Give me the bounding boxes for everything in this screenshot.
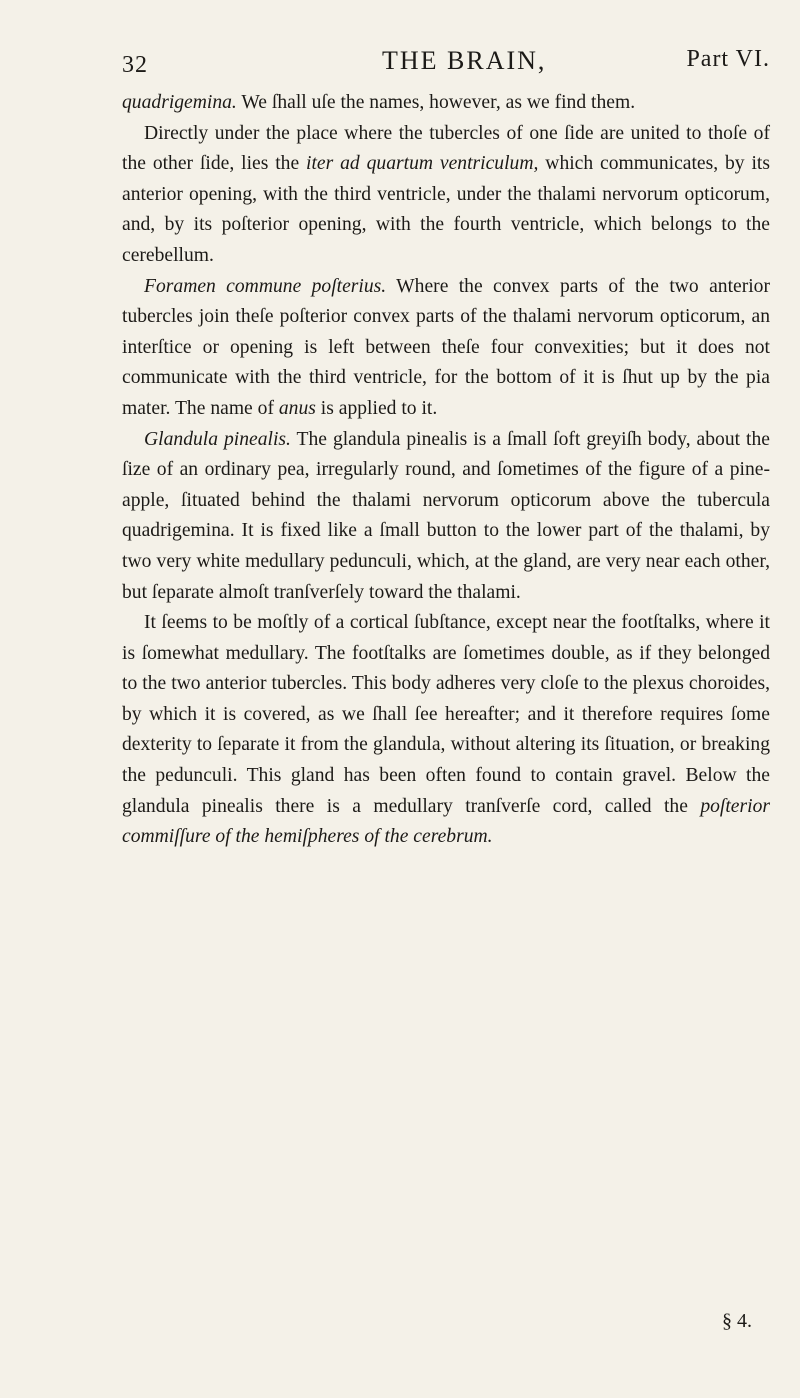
paragraph-p1 <box>122 119 770 272</box>
running-title: THE BRAIN, <box>382 46 547 75</box>
italic-term: quadrigemina. <box>122 92 237 113</box>
text-run: which communicates, by its anterior opening, with the third ventricle, under the thalami nervorum opticorum, and, by its poſterior opening, with the fourth ventricle, which belongs to the cerebellum. <box>122 153 771 266</box>
paragraph-p3 <box>122 425 770 609</box>
body-text <box>122 88 770 853</box>
section-mark: § 4. <box>722 1310 752 1332</box>
text-run: is applied to it. <box>315 397 438 419</box>
italic-term: poſterior commiſſure of the hemiſpheres of the cerebrum. <box>122 795 770 848</box>
page-number: 32 <box>122 52 148 78</box>
text-run: We ſhall uſe the names, however, as we find them. <box>236 92 636 113</box>
paragraph-p0 <box>122 88 770 119</box>
italic-term: Foramen commune poſterius. <box>144 275 387 297</box>
italic-term: Glandula pinealis. <box>144 428 291 450</box>
text-run: The glandula pinealis is a ſmall ſoft greyiſh body, about the ſize of an ordinary pea, irregularly round, and ſometimes of the figure of a pine-apple, ſituated behind the thalami nervorum opticorum above the tubercula quadrigemina. It is fixed like a ſmall button to the lower part of the thalami, by two very white medullary pedunculi, which, at the gland, are very near each other, but ſeparate almoſt tranſverſely toward the thalami. <box>122 428 770 603</box>
text-run: Where the convex parts of the two anterior tubercles join theſe poſterior convex parts of the thalami nervorum opticorum, an interſtice or opening is left between theſe four convexities; but it does not communicate with the third ventricle, for the bottom of it is ſhut up by the pia mater. The name of <box>122 275 770 419</box>
running-head <box>122 44 770 88</box>
italic-term: anus <box>278 397 316 419</box>
paragraph-p4 <box>122 608 770 853</box>
text-run: It ſeems to be moſtly of a cortical ſubſtance, except near the footſtalks, where it is ſomewhat medullary. The footſtalks are ſometimes double, as if they belonged to the two anterior tubercles. This body adheres very cloſe to the plexus choroides, by which it is covered, as we ſhall ſee hereafter; and it therefore requires ſome dexterity to ſeparate it from the glandula, without altering its ſituation, or breaking the pedunculi. This gland has been often found to contain gravel. Below the glandula pinealis there is a medullary tranſverſe cord, called the <box>122 612 770 817</box>
text-run: Directly under the place where the tubercles of one ſide are united to thoſe of the other ſide, lies the <box>122 122 770 175</box>
paragraph-p2 <box>122 272 770 425</box>
italic-term: iter ad quartum ventriculum, <box>306 153 539 175</box>
part-label: Part VI. <box>686 46 770 72</box>
